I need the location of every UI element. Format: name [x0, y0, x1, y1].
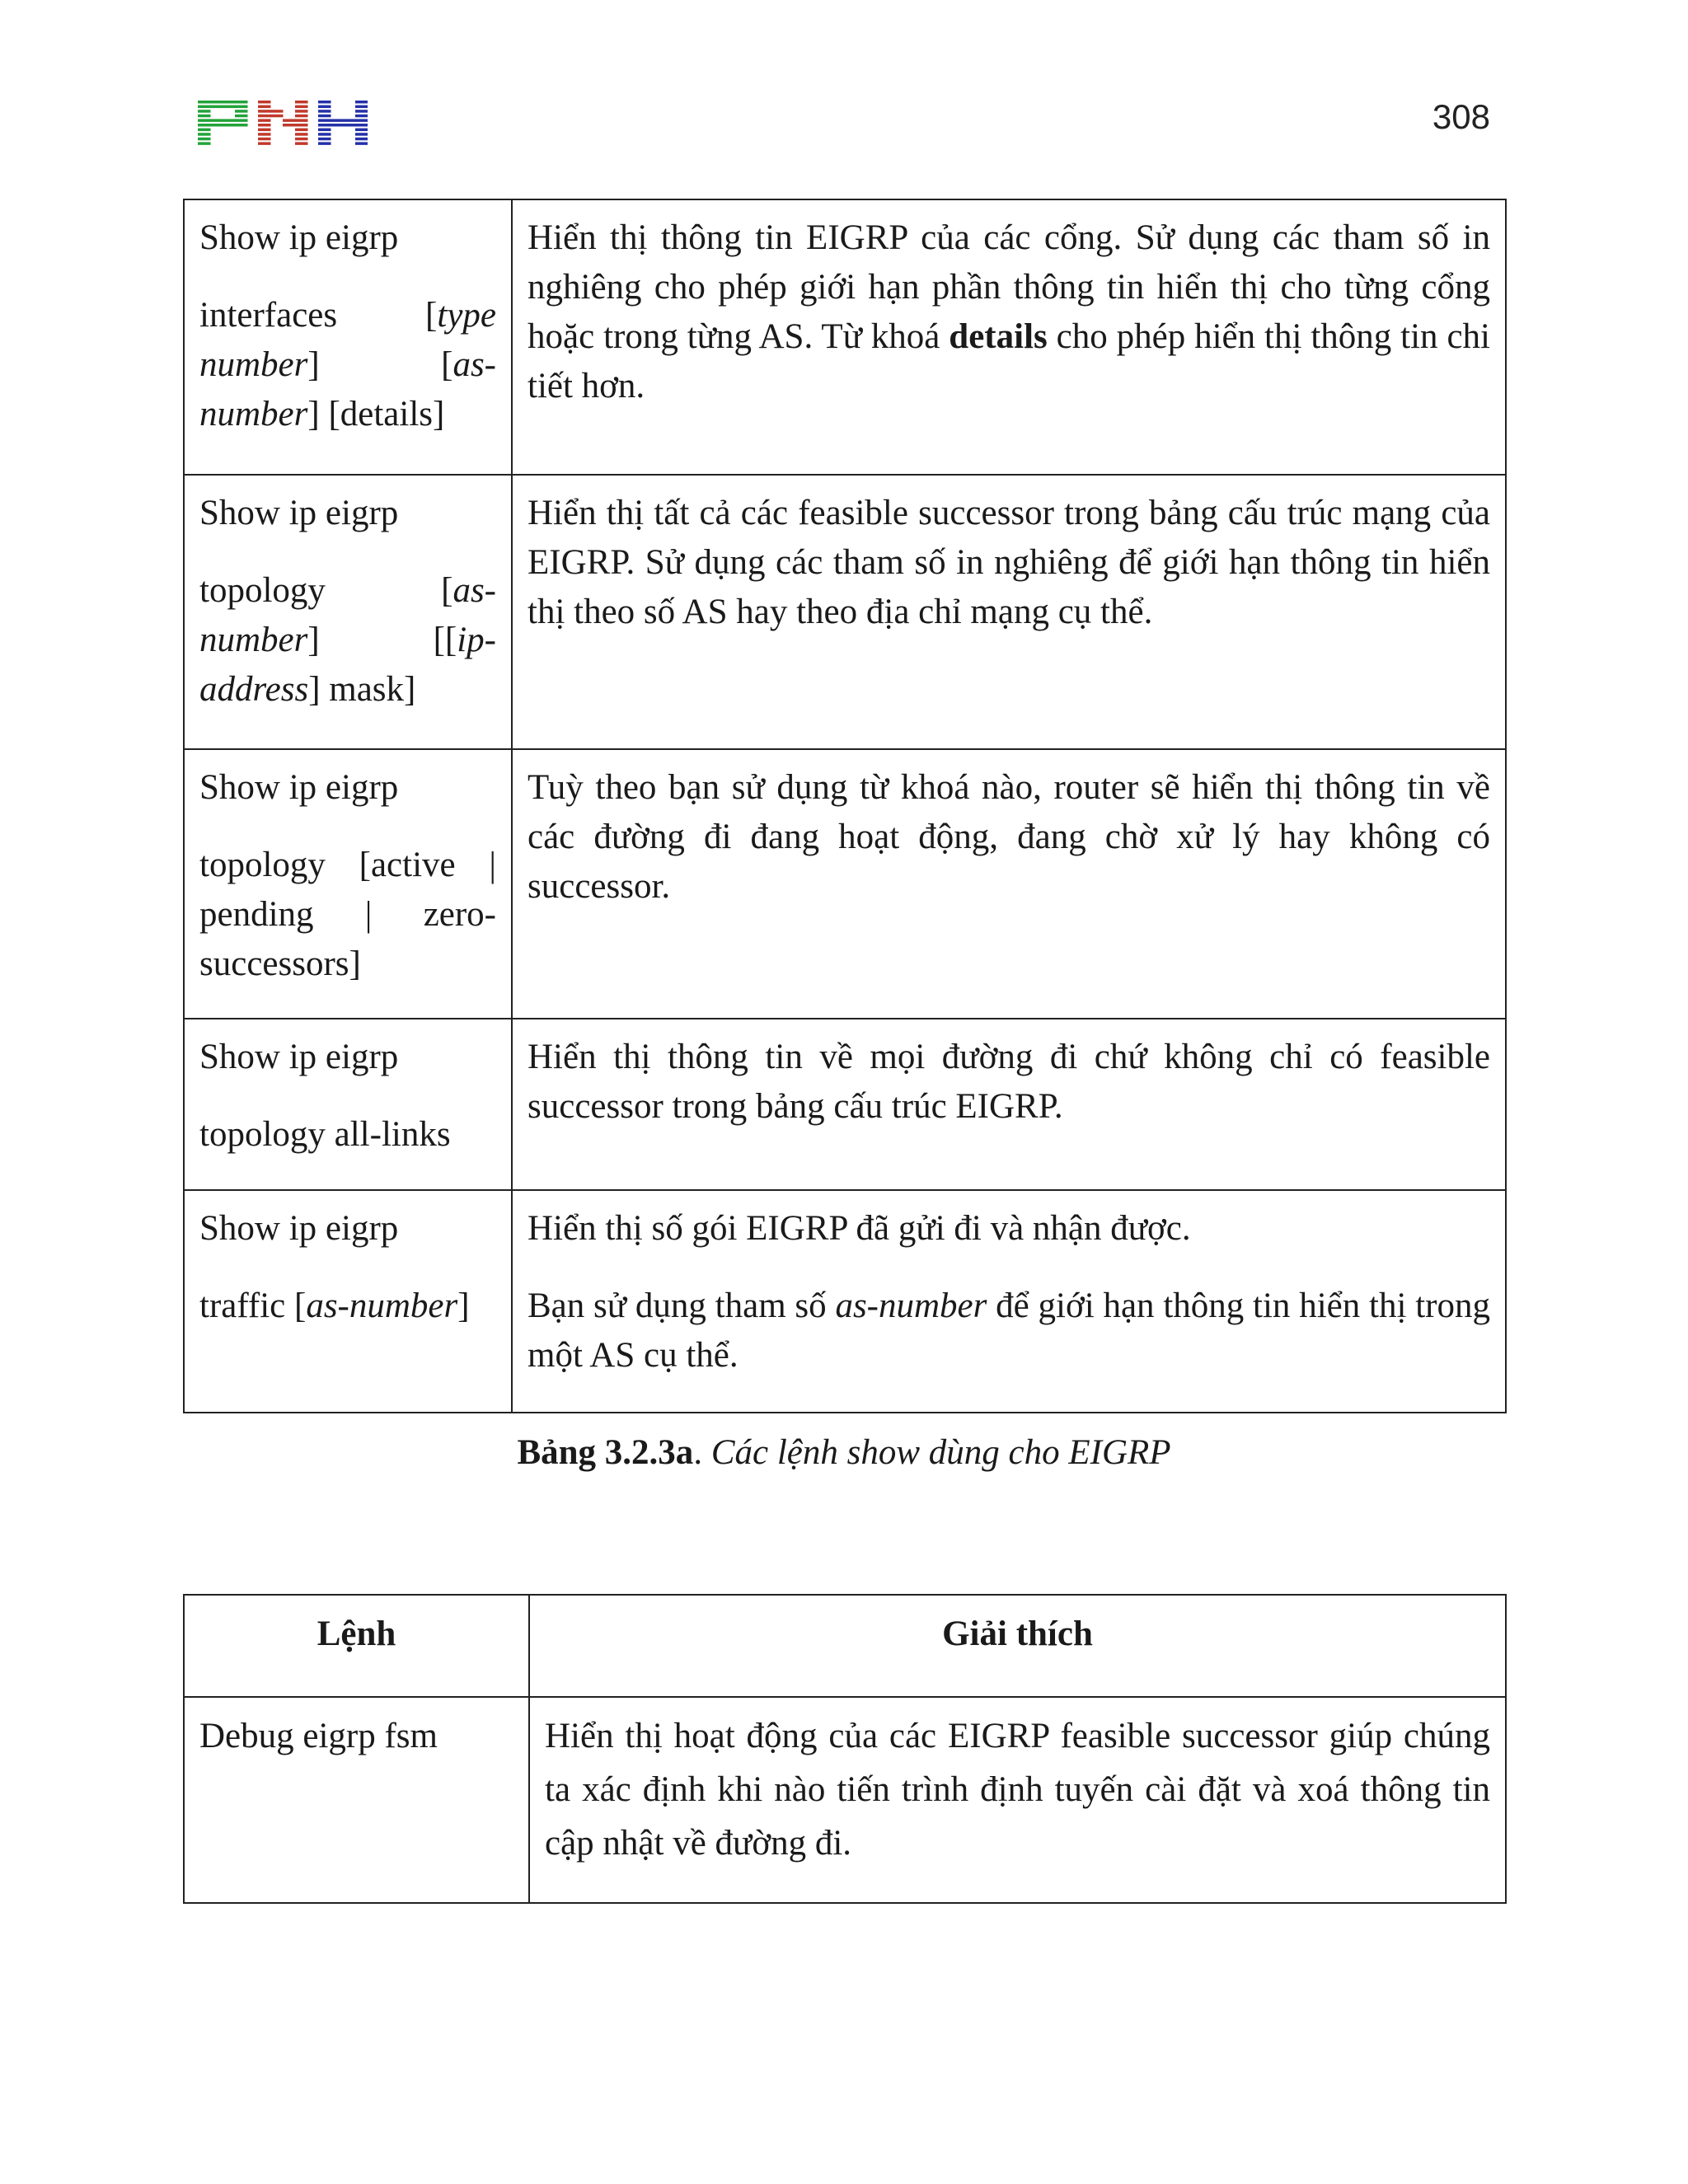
description-text: Hiển thị số gói EIGRP đã gửi đi và nhận được. [528, 1209, 1191, 1248]
command-cell: Debug eigrp fsm [184, 1697, 529, 1903]
table-row [184, 1697, 1506, 1903]
command-cell [184, 1190, 512, 1413]
command-args: topology [as-number] [[ip-address] mask] [199, 571, 496, 709]
debug-commands-table [183, 1594, 1507, 1904]
command-args: interfaces [type number] [as-number] [details] [199, 296, 496, 434]
command-cell [184, 749, 512, 1019]
description-cell: Hiển thị hoạt động của các EIGRP feasible successor giúp chúng ta xác định khi nào tiến trình định tuyến cài đặt và xoá thông tin cập nhật về đường đi. [529, 1697, 1506, 1903]
description-cell [512, 1019, 1506, 1190]
column-header-command: Lệnh [184, 1595, 529, 1697]
description-cell [512, 199, 1506, 475]
command-line: Show ip eigrp [199, 218, 399, 257]
description-cell [512, 1190, 1506, 1413]
command-line: Show ip eigrp [199, 768, 399, 807]
logo-letter-n [258, 101, 308, 145]
description-text: Bạn sử dụng tham số as-number để giới hạn thông tin hiển thị trong một AS cụ thể. [528, 1286, 1490, 1375]
command-line: Show ip eigrp [199, 494, 399, 532]
table-row [184, 1019, 1506, 1190]
command-args: traffic [as-number] [199, 1286, 470, 1325]
command-cell [184, 1019, 512, 1190]
table-row [184, 199, 1506, 475]
page-number: 308 [1432, 97, 1490, 136]
table-row [184, 1190, 1506, 1413]
table-row [184, 749, 1506, 1019]
description-cell [512, 475, 1506, 749]
command-cell [184, 199, 512, 475]
table-header-row [184, 1595, 1506, 1697]
table-caption: Bảng 3.2.3a. Các lệnh show dùng cho EIGRP [517, 1433, 1171, 1472]
logo-letter-h [318, 101, 368, 145]
description-text: Hiển thị thông tin EIGRP của các cổng. Sử dụng các tham số in nghiêng cho phép giới hạn phần thông tin hiển thị cho từng cổng hoặc trong từng AS. Từ khoá details cho phép hiển thị thông tin chi tiết hơn. [528, 218, 1490, 405]
command-cell [184, 475, 512, 749]
table-row [184, 475, 1506, 749]
pnh-logo [198, 101, 368, 147]
command-args: topology all-links [199, 1115, 451, 1154]
description-text: Tuỳ theo bạn sử dụng từ khoá nào, router sẽ hiển thị thông tin về các đường đi đang hoạt động, đang chờ xử lý hay không có successor. [528, 768, 1490, 906]
command-line: Show ip eigrp [199, 1209, 399, 1248]
command-args: topology [active | pending | zero-successors] [199, 846, 496, 983]
column-header-description: Giải thích [529, 1595, 1506, 1697]
description-text: Hiển thị thông tin về mọi đường đi chứ không chỉ có feasible successor trong bảng cấu trúc EIGRP. [528, 1038, 1490, 1126]
command-line: Show ip eigrp [199, 1038, 399, 1076]
logo-letter-p [198, 101, 248, 145]
description-cell [512, 749, 1506, 1019]
description-text: Hiển thị tất cả các feasible successor trong bảng cấu trúc mạng của EIGRP. Sử dụng các tham số in nghiêng để giới hạn thông tin hiển thị theo số AS hay theo địa chỉ mạng cụ thể. [528, 494, 1490, 631]
show-commands-table [183, 199, 1507, 1413]
